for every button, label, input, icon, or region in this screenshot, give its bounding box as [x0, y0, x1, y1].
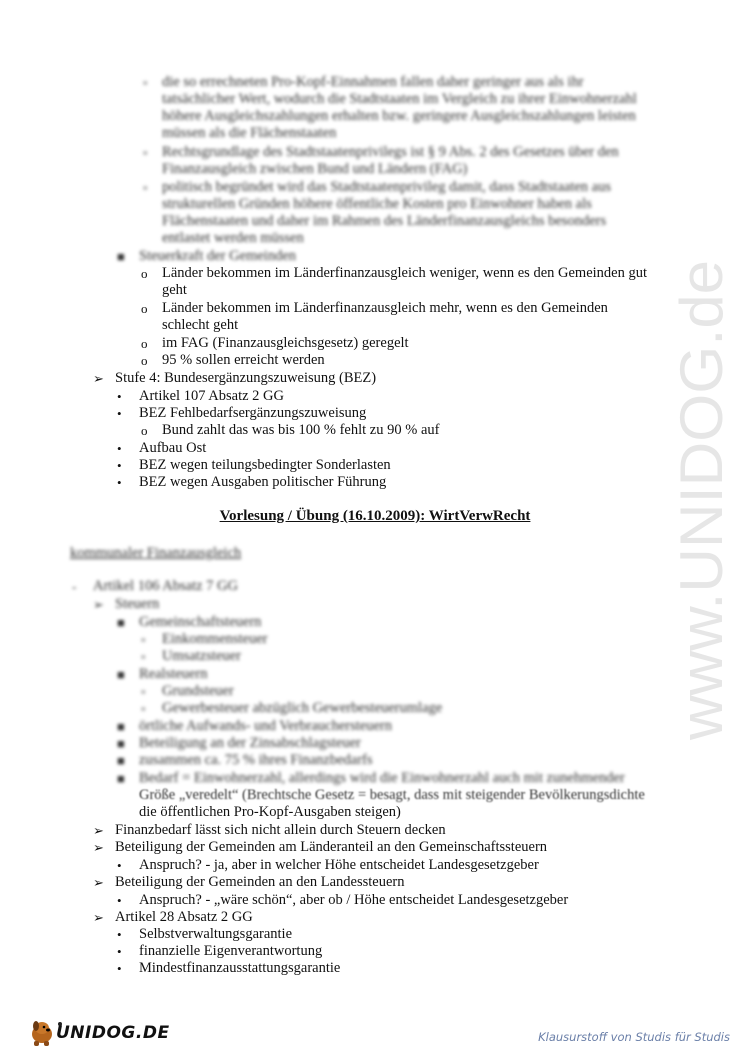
- blurred-line: Größe „veredelt“ (Brechtsche Gesetz = besagt, dass mit steigender Bevölkerungsdichte: [139, 787, 645, 803]
- blurred-line: Gemeinschaftsteuern: [139, 614, 262, 630]
- text-line: Aufbau Ost: [139, 440, 207, 456]
- bullet-marker: ■: [117, 719, 125, 734]
- arrow-bullet: ➢: [93, 823, 104, 838]
- arrow-bullet: ➢: [93, 910, 104, 925]
- blurred-line: strukturellen Gründen höhere öffentliche Kosten pro Einwohner haben als: [162, 196, 592, 212]
- blurred-line: Bedarf = Einwohnerzahl, allerdings wird die Einwohnerzahl auch mit zunehmender: [139, 770, 625, 786]
- blurred-line: entlastet werden müssen: [162, 230, 304, 246]
- watermark-text: www.UNIDOG.de: [668, 273, 735, 740]
- blurred-line: höhere Ausgleichszahlungen erhalten bzw. geringere Ausgleichszahlungen leisten: [162, 108, 636, 124]
- bullet-marker: ➢: [93, 597, 104, 612]
- blurred-line: Einkommensteuer: [162, 631, 268, 647]
- dot-bullet: •: [117, 441, 122, 456]
- text-line: im FAG (Finanzausgleichsgesetz) geregelt: [162, 335, 409, 351]
- dot-bullet: •: [117, 389, 122, 404]
- text-line: Beteiligung der Gemeinden an den Landessteuern: [115, 874, 405, 890]
- circle-bullet: o: [141, 336, 148, 351]
- text-line: Artikel 28 Absatz 2 GG: [115, 909, 253, 925]
- dot-bullet: •: [117, 893, 122, 908]
- bullet-marker: ■: [117, 753, 125, 768]
- text-line: finanzielle Eigenverantwortung: [139, 943, 323, 959]
- blurred-line: Steuerkraft der Gemeinden: [139, 248, 297, 264]
- text-line: BEZ wegen teilungsbedingter Sonderlasten: [139, 457, 391, 473]
- blurred-line: Finanzausgleich zwischen Bund und Ländern (FAG): [162, 161, 468, 177]
- text-line: Artikel 107 Absatz 2 GG: [139, 388, 284, 404]
- bullet-marker: ▫: [143, 145, 148, 160]
- blurred-subheading: kommunaler Finanzausgleich: [70, 545, 242, 561]
- bullet-marker: -: [72, 579, 77, 594]
- blurred-line: Steuern: [115, 596, 160, 612]
- blurred-line: Artikel 106 Absatz 7 GG: [93, 578, 238, 594]
- bullet-marker: ▫: [141, 649, 146, 664]
- circle-bullet: o: [141, 266, 148, 281]
- text-line: Mindestfinanzausstattungsgarantie: [139, 960, 341, 976]
- blurred-line: örtliche Aufwands- und Verbrauchersteuern: [139, 718, 392, 734]
- dot-bullet: •: [117, 406, 122, 421]
- text-line: BEZ Fehlbedarfsergänzungszuweisung: [139, 405, 367, 421]
- blurred-line: Beteiligung an der Zinsabschlagsteuer: [139, 735, 361, 751]
- blurred-line: zusammen ca. 75 % ihres Finanzbedarfs: [139, 752, 373, 768]
- watermark: [660, 250, 750, 750]
- text-line: 95 % sollen erreicht werden: [162, 352, 325, 368]
- text-line: die öffentlichen Pro-Kopf-Ausgaben steigen): [139, 804, 401, 820]
- dot-bullet: •: [117, 475, 122, 490]
- blurred-line: müssen als die Flächenstaaten: [162, 125, 337, 141]
- text-line: Stufe 4: Bundesergänzungszuweisung (BEZ): [115, 370, 377, 386]
- dot-bullet: •: [117, 927, 122, 942]
- blurred-line: tatsächlicher Wert, wodurch die Stadtstaaten im Vergleich zu ihrer Einwohnerzahl: [162, 91, 637, 107]
- footer-tagline: Klausurstoff von Studis für Studis: [538, 1030, 730, 1044]
- circle-bullet: o: [141, 353, 148, 368]
- blurred-line: Umsatzsteuer: [162, 648, 241, 664]
- dot-bullet: •: [117, 944, 122, 959]
- blurred-line: politisch begründet wird das Stadtstaatenprivileg damit, dass Stadtstaaten aus: [162, 179, 612, 195]
- blurred-line: Realsteuern: [139, 666, 208, 682]
- blurred-line: Gewerbesteuer abzüglich Gewerbesteuerumlage: [162, 700, 443, 716]
- text-line: Selbstverwaltungsgarantie: [139, 926, 293, 942]
- dot-bullet: •: [117, 961, 122, 976]
- bullet-marker: ▫: [143, 180, 148, 195]
- blurred-line: Rechtsgrundlage des Stadtstaatenprivilegs ist § 9 Abs. 2 des Gesetzes über den: [162, 144, 619, 160]
- section-heading: Vorlesung / Übung (16.10.2009): WirtVerwRecht: [219, 508, 531, 524]
- text-line: Beteiligung der Gemeinden am Länderanteil an den Gemeinschaftssteuern: [115, 839, 548, 855]
- text-line: Anspruch? - ja, aber in welcher Höhe entscheidet Landesgesetzgeber: [139, 857, 539, 873]
- bullet-marker: ■: [117, 615, 125, 630]
- bullet-marker: ■: [117, 736, 125, 751]
- unidog-logo: UNIDOG.DE: [56, 1023, 170, 1043]
- bullet-marker: ▫: [141, 701, 146, 716]
- arrow-bullet: ➢: [93, 875, 104, 890]
- blurred-line: die so errechneten Pro-Kopf-Einnahmen fallen daher geringer aus als ihr: [162, 74, 584, 90]
- arrow-bullet: ➢: [93, 371, 104, 386]
- text-line: Bund zahlt das was bis 100 % fehlt zu 90 % auf: [162, 422, 440, 438]
- dot-bullet: •: [117, 858, 122, 873]
- bullet-marker: ■: [117, 771, 125, 786]
- circle-bullet: o: [141, 423, 148, 438]
- bullet-marker: ▫: [141, 684, 146, 699]
- arrow-bullet: ➢: [93, 840, 104, 855]
- text-line: Länder bekommen im Länderfinanzausgleich weniger, wenn es den Gemeinden gut: [162, 265, 647, 281]
- text-line: schlecht geht: [162, 317, 239, 333]
- text-line: Finanzbedarf lässt sich nicht allein durch Steuern decken: [115, 822, 446, 838]
- text-line: geht: [162, 282, 187, 298]
- dot-bullet: •: [117, 458, 122, 473]
- bullet-marker: ■: [117, 667, 125, 682]
- text-line: Anspruch? - „wäre schön“, aber ob / Höhe entscheidet Landesgesetzgeber: [139, 892, 569, 908]
- bullet-marker: ▫: [143, 75, 148, 90]
- bullet-marker: ■: [117, 249, 125, 264]
- blurred-line: Grundsteuer: [162, 683, 234, 699]
- bullet-marker: ▫: [141, 632, 146, 647]
- text-line: Länder bekommen im Länderfinanzausgleich mehr, wenn es den Gemeinden: [162, 300, 608, 316]
- circle-bullet: o: [141, 301, 148, 316]
- text-line: BEZ wegen Ausgaben politischer Führung: [139, 474, 387, 490]
- blurred-line: Flächenstaaten und daher im Rahmen des Länderfinanzausgleichs besonders: [162, 213, 607, 229]
